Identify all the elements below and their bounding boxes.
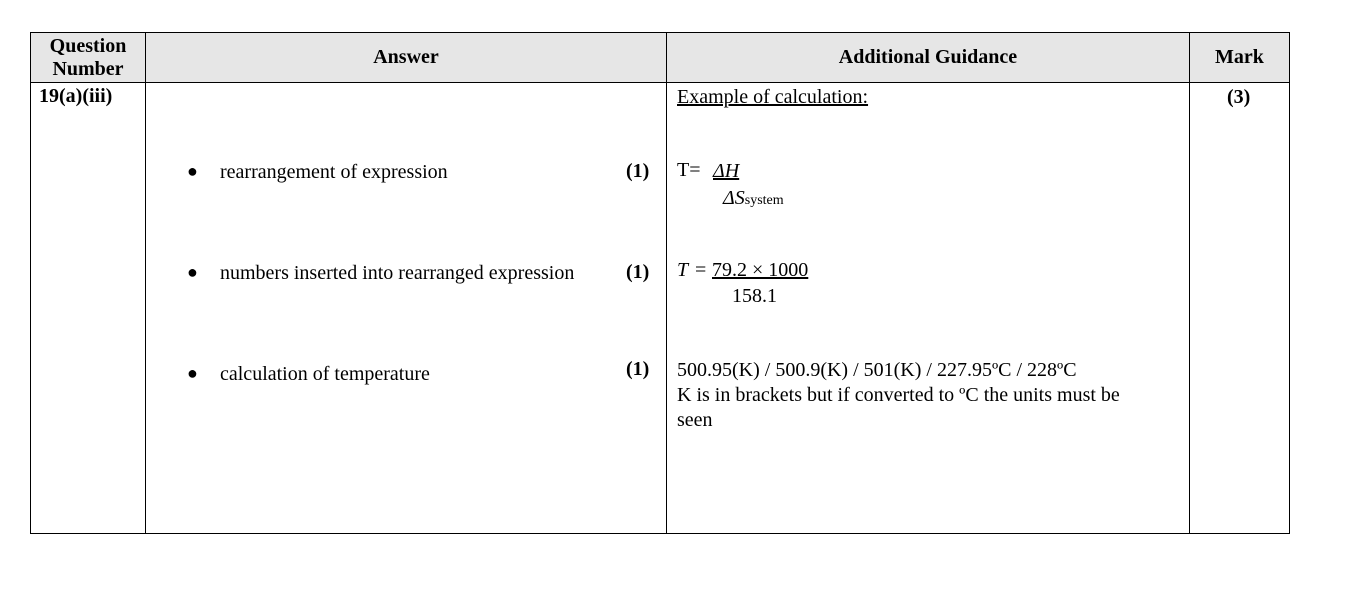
answer-points: (1) [626, 358, 650, 380]
answer-points: (1) [626, 261, 650, 283]
bullet-icon: ● [187, 363, 198, 383]
formula-variable: T [677, 259, 689, 281]
header-question-number-label: Question Number [49, 34, 127, 80]
formula-denominator-sub: system [744, 193, 784, 208]
units-note-continued: seen [677, 409, 713, 431]
header-mark-label: Mark [1215, 46, 1264, 68]
header-question-number [31, 33, 145, 82]
formula-denominator-main: ΔS [723, 187, 745, 209]
formula-equals: = [695, 259, 707, 281]
question-number: 19(a)(iii) [39, 85, 113, 107]
example-label: Example of calculation: [677, 86, 869, 108]
answer-text: calculation of temperature [220, 363, 430, 385]
header-answer-label: Answer [373, 46, 439, 68]
bullet-icon: ● [187, 262, 198, 282]
header-answer [146, 33, 666, 82]
total-mark: (3) [1227, 86, 1251, 108]
column-divider [145, 33, 146, 533]
answer-points: (1) [626, 160, 650, 182]
answer-text: numbers inserted into rearranged expression [220, 262, 575, 284]
column-divider [1189, 33, 1190, 533]
formula-numerator: ΔH [713, 160, 740, 182]
header-guidance-label: Additional Guidance [838, 46, 1018, 68]
units-note: K is in brackets but if converted to ºC the units must be [677, 384, 1120, 406]
formula-denominator: 158.1 [732, 285, 777, 307]
formula-prefix: T= [677, 159, 701, 181]
result-values: 500.95(K) / 500.9(K) / 501(K) / 227.95ºC / 228ºC [677, 359, 1077, 381]
answer-text: rearrangement of expression [220, 161, 448, 183]
header-mark [1190, 33, 1289, 82]
column-divider [666, 33, 667, 533]
header-divider [31, 82, 1289, 83]
formula-numerator: 79.2 × 1000 [712, 259, 809, 281]
header-guidance [667, 33, 1189, 82]
bullet-icon: ● [187, 161, 198, 181]
formula-denominator [723, 187, 784, 210]
mark-scheme-table [30, 32, 1290, 534]
